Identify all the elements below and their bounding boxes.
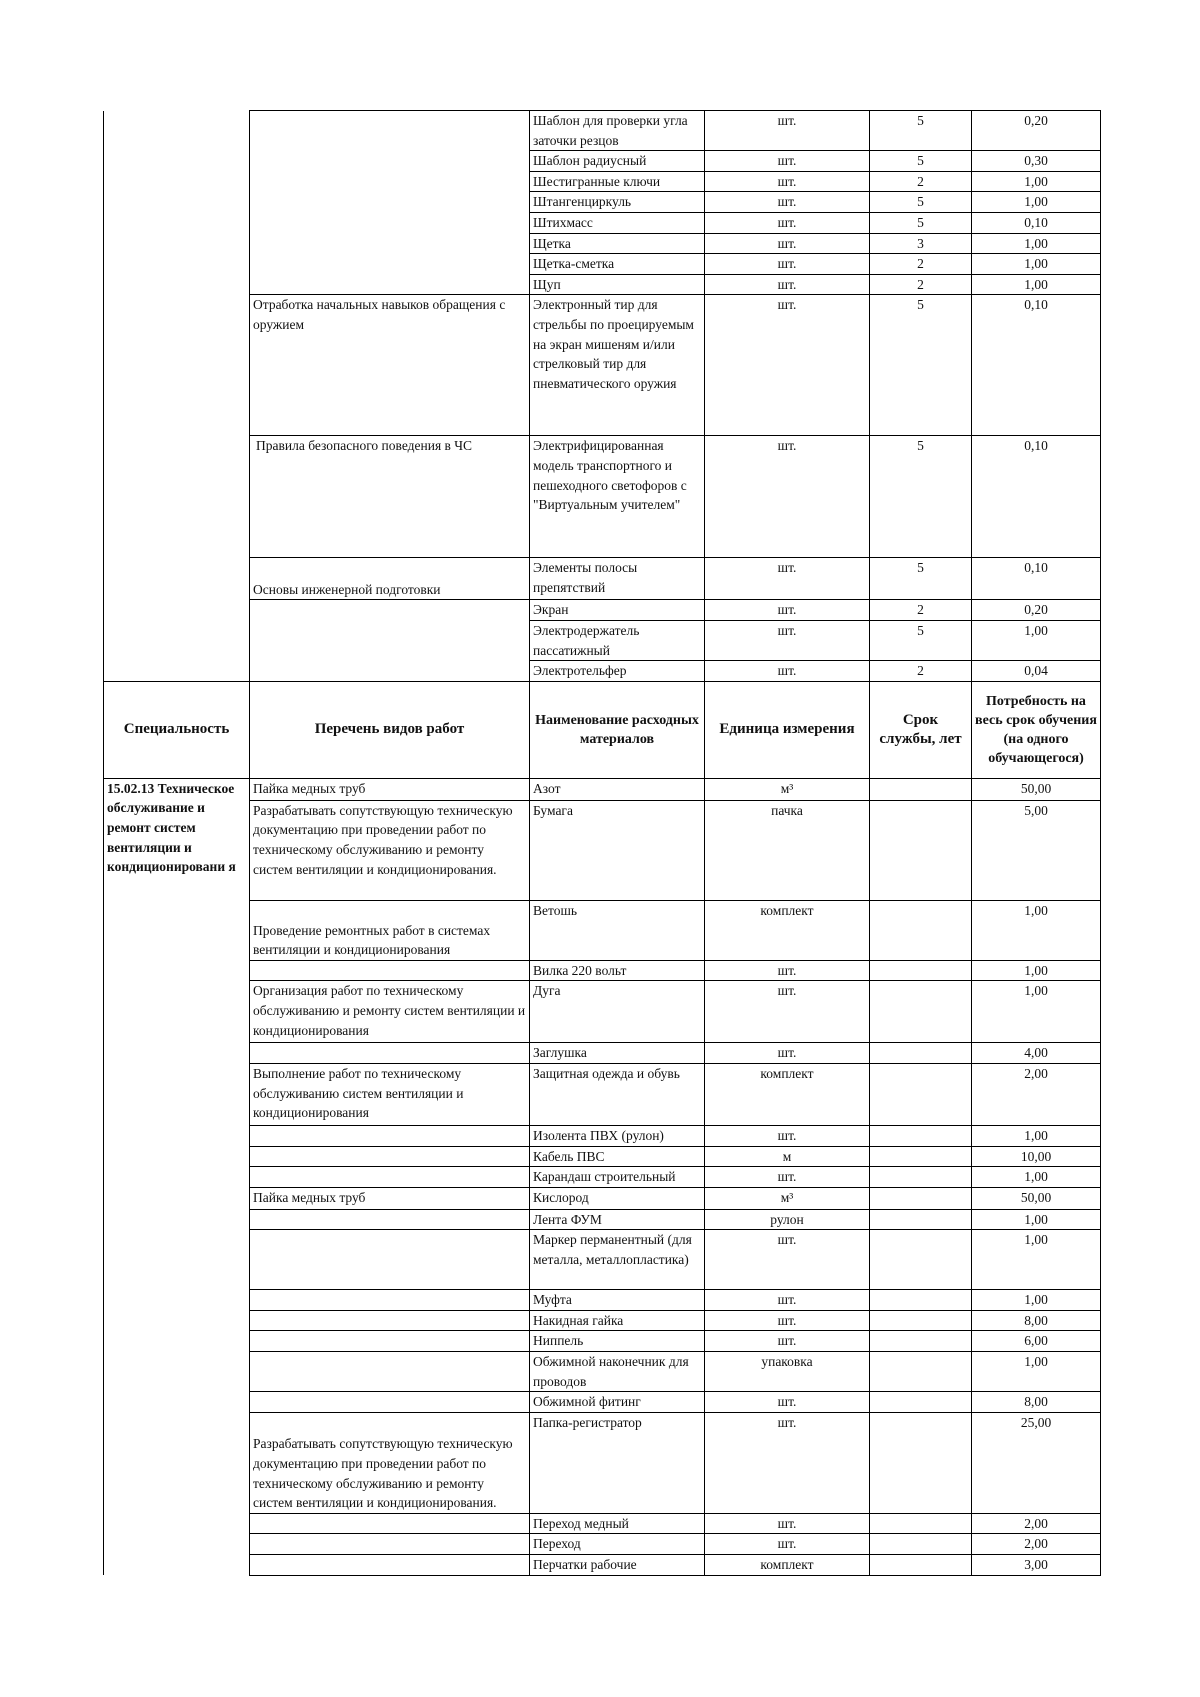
need: 1,00: [972, 1352, 1101, 1392]
works-cell-empty: [250, 600, 530, 681]
unit: шт.: [705, 558, 870, 600]
table-row: [104, 1043, 1101, 1064]
service-life-empty: [870, 1310, 972, 1331]
specialty-cell-empty: [104, 558, 250, 681]
service-life-empty: [870, 1290, 972, 1311]
table-row: [104, 600, 1101, 621]
table-row: [104, 1392, 1101, 1413]
unit: шт.: [705, 111, 870, 151]
work-type: [250, 960, 530, 981]
service-life: 2: [870, 254, 972, 275]
material-name: Накидная гайка: [530, 1310, 705, 1331]
material-name: Обжимной наконечник для проводов: [530, 1352, 705, 1392]
table-row: [104, 1412, 1101, 1513]
service-life-empty: [870, 1513, 972, 1534]
work-type: [250, 1534, 530, 1555]
material-name: Элементы полосы препятствий: [530, 558, 705, 600]
need: 8,00: [972, 1310, 1101, 1331]
unit: м³: [705, 778, 870, 800]
table-row: [104, 1230, 1101, 1290]
unit: м³: [705, 1187, 870, 1209]
service-life-empty: [870, 960, 972, 981]
service-life-empty: [870, 900, 972, 960]
need: 0,10: [972, 212, 1101, 233]
service-life-empty: [870, 1331, 972, 1352]
unit: шт.: [705, 620, 870, 660]
header-specialty: Специальность: [104, 681, 250, 778]
work-type: [250, 1290, 530, 1311]
service-life-empty: [870, 1412, 972, 1513]
need: 1,00: [972, 620, 1101, 660]
service-life-empty: [870, 800, 972, 900]
work-type: Разрабатывать сопутствующую техническую документацию при проведении работ по техническому обслуживанию и ремонту систем вентиляции и кондиционирования.: [250, 1412, 530, 1513]
unit: шт.: [705, 1230, 870, 1290]
work-type: [250, 1146, 530, 1167]
need: 1,00: [972, 171, 1101, 192]
service-life-empty: [870, 1187, 972, 1209]
material-name: Электродержатель пассатижный: [530, 620, 705, 660]
need: 5,00: [972, 800, 1101, 900]
material-name: Перчатки рабочие: [530, 1555, 705, 1576]
table-row: [104, 1125, 1101, 1146]
specialty-name: 15.02.13 Техническое обслуживание и ремонт систем вентиляции и кондиционировани я: [104, 778, 250, 1575]
need: 1,00: [972, 1290, 1101, 1311]
service-life-empty: [870, 1043, 972, 1064]
work-type: [250, 1209, 530, 1230]
material-name: Экран: [530, 600, 705, 621]
header-need: Потребность на весь срок обучения (на одного обучающегося): [972, 681, 1101, 778]
need: 4,00: [972, 1043, 1101, 1064]
service-life-empty: [870, 1167, 972, 1188]
need: 2,00: [972, 1513, 1101, 1534]
need: 2,00: [972, 1063, 1101, 1125]
service-life: 5: [870, 558, 972, 600]
material-name: Ветошь: [530, 900, 705, 960]
service-life: 2: [870, 274, 972, 295]
unit: шт.: [705, 981, 870, 1043]
material-name: Дуга: [530, 981, 705, 1043]
need: 1,00: [972, 254, 1101, 275]
work-type: Организация работ по техническому обслуживанию и ремонту систем вентиляции и кондиционирования: [250, 981, 530, 1043]
table-row: [104, 295, 1101, 436]
table-row: [104, 1331, 1101, 1352]
service-life: 5: [870, 192, 972, 213]
table-row: [104, 960, 1101, 981]
unit: шт.: [705, 1412, 870, 1513]
unit: рулон: [705, 1209, 870, 1230]
material-name: Вилка 220 вольт: [530, 960, 705, 981]
work-type: [250, 1043, 530, 1064]
header-unit: Единица измерения: [705, 681, 870, 778]
unit: шт.: [705, 295, 870, 436]
service-life: 2: [870, 661, 972, 682]
work-type: Выполнение работ по техническому обслуживанию систем вентиляции и кондиционирования: [250, 1063, 530, 1125]
service-life-empty: [870, 1352, 972, 1392]
unit: шт.: [705, 960, 870, 981]
work-type: Пайка медных труб: [250, 778, 530, 800]
service-life: 2: [870, 600, 972, 621]
works-cell-empty: [250, 111, 530, 295]
need: 1,00: [972, 192, 1101, 213]
material-name: Ниппель: [530, 1331, 705, 1352]
material-name: Щуп: [530, 274, 705, 295]
service-life: 5: [870, 620, 972, 660]
service-life-empty: [870, 1392, 972, 1413]
unit: шт.: [705, 1290, 870, 1311]
service-life-empty: [870, 981, 972, 1043]
material-name: Щетка-сметка: [530, 254, 705, 275]
service-life: 2: [870, 171, 972, 192]
unit: шт.: [705, 661, 870, 682]
material-name: Заглушка: [530, 1043, 705, 1064]
specialty-cell-empty: [104, 111, 250, 295]
service-life-empty: [870, 1230, 972, 1290]
unit: комплект: [705, 900, 870, 960]
equipment-table: [103, 110, 1101, 1576]
work-type: Правила безопасного поведения в ЧС: [250, 436, 530, 558]
unit: шт.: [705, 171, 870, 192]
material-name: Кислород: [530, 1187, 705, 1209]
need: 10,00: [972, 1146, 1101, 1167]
need: 1,00: [972, 981, 1101, 1043]
unit: шт.: [705, 1125, 870, 1146]
need: 0,10: [972, 558, 1101, 600]
material-name: Шаблон радиусный: [530, 151, 705, 172]
material-name: Лента ФУМ: [530, 1209, 705, 1230]
table-row: [104, 1167, 1101, 1188]
unit: шт.: [705, 436, 870, 558]
material-name: Электронный тир для стрельбы по проецируемым на экран мишеням и/или стрелковый тир для пневматического оружия: [530, 295, 705, 436]
unit: комплект: [705, 1555, 870, 1576]
header-life: Срок службы, лет: [870, 681, 972, 778]
material-name: Штангенциркуль: [530, 192, 705, 213]
material-name: Кабель ПВС: [530, 1146, 705, 1167]
table-row: [104, 1555, 1101, 1576]
table-row: [104, 1352, 1101, 1392]
material-name: Щетка: [530, 233, 705, 254]
need: 0,04: [972, 661, 1101, 682]
table-row: [104, 1063, 1101, 1125]
table-row: [104, 1146, 1101, 1167]
material-name: Шестигранные ключи: [530, 171, 705, 192]
work-type: [250, 1392, 530, 1413]
work-type: Проведение ремонтных работ в системах вентиляции и кондиционирования: [250, 900, 530, 960]
service-life: 5: [870, 212, 972, 233]
work-type: Основы инженерной подготовки: [250, 558, 530, 600]
table-header: [104, 681, 1101, 778]
table-row: [104, 981, 1101, 1043]
service-life: 5: [870, 436, 972, 558]
work-type: [250, 1331, 530, 1352]
unit: шт.: [705, 1513, 870, 1534]
table-row: [104, 1310, 1101, 1331]
material-name: Муфта: [530, 1290, 705, 1311]
need: 25,00: [972, 1412, 1101, 1513]
need: 50,00: [972, 1187, 1101, 1209]
work-type: [250, 1167, 530, 1188]
need: 1,00: [972, 1167, 1101, 1188]
unit: шт.: [705, 233, 870, 254]
table-row: [104, 1513, 1101, 1534]
work-type: Разрабатывать сопутствующую техническую документацию при проведении работ по техническому обслуживанию и ремонту систем вентиляции и кондиционирования.: [250, 800, 530, 900]
unit: шт.: [705, 1331, 870, 1352]
unit: шт.: [705, 212, 870, 233]
service-life-empty: [870, 1063, 972, 1125]
work-type: [250, 1310, 530, 1331]
work-type: [250, 1230, 530, 1290]
table-row: [104, 558, 1101, 600]
need: 1,00: [972, 900, 1101, 960]
service-life-empty: [870, 1534, 972, 1555]
unit: шт.: [705, 151, 870, 172]
material-name: Защитная одежда и обувь: [530, 1063, 705, 1125]
service-life: 5: [870, 111, 972, 151]
material-name: Электротельфер: [530, 661, 705, 682]
table-row: [104, 1290, 1101, 1311]
material-name: Карандаш строительный: [530, 1167, 705, 1188]
work-type: Отработка начальных навыков обращения с оружием: [250, 295, 530, 436]
table-row: [104, 111, 1101, 151]
need: 1,00: [972, 1230, 1101, 1290]
service-life: 3: [870, 233, 972, 254]
work-type: [250, 1513, 530, 1534]
table-row: [104, 778, 1101, 800]
need: 0,20: [972, 111, 1101, 151]
unit: упаковка: [705, 1352, 870, 1392]
unit: шт.: [705, 1392, 870, 1413]
need: 50,00: [972, 778, 1101, 800]
service-life-empty: [870, 1555, 972, 1576]
material-name: Переход: [530, 1534, 705, 1555]
unit: шт.: [705, 1043, 870, 1064]
unit: шт.: [705, 1310, 870, 1331]
need: 1,00: [972, 1209, 1101, 1230]
unit: м: [705, 1146, 870, 1167]
material-name: Маркер перманентный (для металла, металлопластика): [530, 1230, 705, 1290]
unit: шт.: [705, 192, 870, 213]
specialty-cell-empty: [104, 295, 250, 436]
material-name: Бумага: [530, 800, 705, 900]
service-life-empty: [870, 1125, 972, 1146]
table-row: [104, 1534, 1101, 1555]
unit: пачка: [705, 800, 870, 900]
need: 0,10: [972, 295, 1101, 436]
table-row: [104, 900, 1101, 960]
need: 3,00: [972, 1555, 1101, 1576]
unit: шт.: [705, 274, 870, 295]
work-type: Пайка медных труб: [250, 1187, 530, 1209]
material-name: Электрифицированная модель транспортного и пешеходного светофоров с "Виртуальным учителем": [530, 436, 705, 558]
need: 1,00: [972, 960, 1101, 981]
need: 1,00: [972, 1125, 1101, 1146]
unit: шт.: [705, 1534, 870, 1555]
work-type: [250, 1125, 530, 1146]
service-life-empty: [870, 778, 972, 800]
material-name: Шаблон для проверки угла заточки резцов: [530, 111, 705, 151]
material-name: Обжимной фитинг: [530, 1392, 705, 1413]
need: 6,00: [972, 1331, 1101, 1352]
material-name: Азот: [530, 778, 705, 800]
need: 1,00: [972, 233, 1101, 254]
header-works: Перечень видов работ: [250, 681, 530, 778]
need: 1,00: [972, 274, 1101, 295]
work-type: [250, 1555, 530, 1576]
need: 2,00: [972, 1534, 1101, 1555]
table-row: [104, 800, 1101, 900]
service-life: 5: [870, 151, 972, 172]
unit: шт.: [705, 254, 870, 275]
service-life: 5: [870, 295, 972, 436]
need: 8,00: [972, 1392, 1101, 1413]
need: 0,10: [972, 436, 1101, 558]
table-row: [104, 436, 1101, 558]
material-name: Папка-регистратор: [530, 1412, 705, 1513]
specialty-cell-empty: [104, 436, 250, 558]
table-row: [104, 1209, 1101, 1230]
service-life-empty: [870, 1209, 972, 1230]
work-type: [250, 1352, 530, 1392]
unit: шт.: [705, 1167, 870, 1188]
material-name: Штихмасс: [530, 212, 705, 233]
need: 0,30: [972, 151, 1101, 172]
need: 0,20: [972, 600, 1101, 621]
unit: комплект: [705, 1063, 870, 1125]
material-name: Изолента ПВХ (рулон): [530, 1125, 705, 1146]
material-name: Переход медный: [530, 1513, 705, 1534]
service-life-empty: [870, 1146, 972, 1167]
header-materials: Наименование расходных материалов: [530, 681, 705, 778]
table-row: [104, 1187, 1101, 1209]
unit: шт.: [705, 600, 870, 621]
